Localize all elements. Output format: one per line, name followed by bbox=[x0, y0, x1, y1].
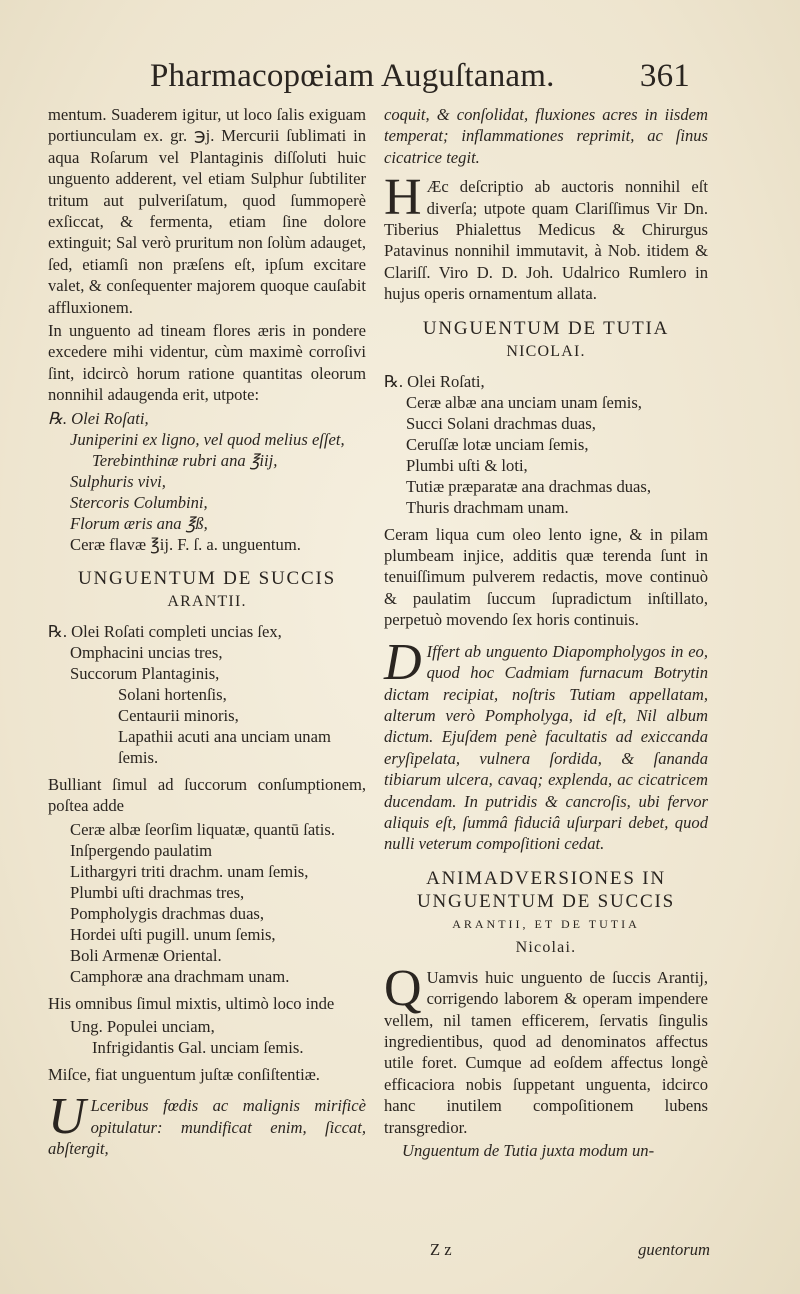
recipe-line: Solani hortenſis, bbox=[118, 684, 227, 704]
recipe-line: Juniperini ex ligno, vel quod melius eſſet, bbox=[70, 429, 345, 449]
section-heading bbox=[384, 867, 708, 959]
recipe-line: Florum æris ana ℥ß, bbox=[70, 513, 208, 533]
running-header bbox=[150, 58, 690, 100]
recipe-line: Omphacini uncias tres, bbox=[70, 642, 223, 662]
paragraph: coquit, & conſolidat, fluxiones acres in iisdem temperat; inflammationes reprimit, ac ſinus cicatrice tegit. bbox=[384, 105, 708, 167]
paragraph-text: Æc deſcriptio ab auctoris nonnihil eſt diverſa; utpote quam Clariſſimus Vir Dn. Tiberius Phialettus Medicus & Chirurgus Patavinus nonnihil immutavit, à Nob. itidem & Clariſſ. Viro D. D. Joh. Udalrico Rumlero in hujus operis ornamentum allata. bbox=[384, 177, 708, 304]
paragraph bbox=[384, 959, 708, 1138]
recipe-line: Hordei uſti pugill. unum ſemis, bbox=[70, 924, 276, 944]
recipe-line: ℞. Olei Roſati completi uncias ſex, bbox=[48, 621, 282, 641]
paragraph-text: Lceribus fœdis ac malignis mirificè opitulatur: mundificat enim, ſiccat, abſtergit, bbox=[48, 1096, 366, 1159]
heading-line: UNGUENTUM DE TUTIA bbox=[422, 317, 670, 339]
recipe-line: Thuris drachmam unam. bbox=[406, 497, 569, 517]
recipe-line: Lithargyri triti drachm. unam ſemis, bbox=[70, 861, 309, 881]
recipe-line: Boli Armenæ Oriental. bbox=[70, 945, 222, 965]
recipe-line: Inſpergendo paulatim bbox=[70, 840, 213, 860]
recipe-line: Terebinthinæ rubri ana ℥iij, bbox=[92, 450, 278, 470]
recipe-line: Infrigidantis Gal. unciam ſemis. bbox=[92, 1037, 304, 1057]
paragraph-text: Iffert ab unguento Diapompholygos in eo, quod hoc Cadmiam furnacum Botrytin dictam recipiat, noſtris Tutiam appellatam, alterum verò Pompholyga, id eſt, Nil album dictum. Ejuſdem penè facultatis ad exiccanda eryſipelata, vulnera ſordida, & ſananda tibiarum ulcera, cavaq; explenda, ac cicatricem ducendam. In putridis & cancroſis, ubi fervor aliquis eſt, ſummâ fiduciâ uſurpari debet, quod nulli veterum compoſitioni cedat. bbox=[384, 641, 708, 854]
heading-subline: ARANTII, ET DE TUTIA bbox=[452, 916, 640, 931]
recipe bbox=[48, 408, 366, 555]
heading-subline: ARANTII. bbox=[167, 592, 247, 610]
recipe-line: Ceræ albæ ſeorſim liquatæ, quantū ſatis. bbox=[70, 819, 336, 839]
catchword: guentorum bbox=[638, 1240, 710, 1259]
recipe bbox=[48, 621, 366, 768]
recipe bbox=[48, 1016, 366, 1058]
section-heading bbox=[384, 317, 708, 363]
recipe-line: Centaurii minoris, bbox=[118, 705, 239, 725]
recipe-line: ℞. Olei Roſati, bbox=[384, 371, 485, 391]
paragraph: His omnibus ſimul mixtis, ultimò loco inde bbox=[48, 993, 335, 1013]
left-column bbox=[48, 104, 366, 1162]
recipe-line: Ceræ flavæ ℥ij. F. ſ. a. unguentum. bbox=[70, 534, 301, 554]
running-title: Pharmacopœiam Auguſtanam. bbox=[150, 58, 555, 94]
paragraph: In unguento ad tineam flores æris in pondere excedere mihi videntur, cùm maximè corroſivi ſint, idcircò horum ratione quantitas oleorum nonnihil adaugenda erit, utpote: bbox=[48, 321, 366, 405]
heading-subline: Nicolai. bbox=[515, 938, 577, 956]
paragraph: Miſce, fiat unguentum juſtæ conſiſtentiæ. bbox=[48, 1064, 320, 1084]
heading-line: UNGUENTUM DE SUCCIS bbox=[78, 567, 336, 589]
paragraph: Bulliant ſimul ad ſuccorum conſumptionem, poſtea adde bbox=[48, 774, 366, 816]
signature-mark: Z z bbox=[430, 1240, 452, 1259]
recipe-line: Ceræ albæ ana unciam unam ſemis, bbox=[406, 392, 642, 412]
paragraph: Ceram liqua cum oleo lento igne, & in pilam plumbeam injice, additis quæ terenda ſunt in tenuiſſimum pulverem redactis, move continuò & paulatim ſuccum ſupradictum inſtillato, perpetuò movendo ſex horis continuis. bbox=[384, 524, 708, 630]
recipe-line: Succi Solani drachmas duas, bbox=[406, 413, 596, 433]
heading-subline: NICOLAI. bbox=[506, 342, 586, 360]
drop-capital: D bbox=[384, 633, 422, 691]
page-footer bbox=[430, 1240, 710, 1264]
recipe-line: Plumbi uſti & loti, bbox=[406, 455, 528, 475]
drop-capital: Q bbox=[384, 959, 422, 1017]
recipe-line: ℞. Olei Roſati, bbox=[48, 408, 149, 428]
paragraph bbox=[48, 1088, 366, 1159]
paragraph bbox=[384, 169, 708, 304]
heading-line: UNGUENTUM DE SUCCIS bbox=[417, 890, 675, 912]
recipe-line: Succorum Plantaginis, bbox=[70, 663, 220, 683]
recipe-line: Sulphuris vivi, bbox=[70, 471, 166, 491]
recipe bbox=[48, 819, 366, 987]
recipe-line: Pompholygis drachmas duas, bbox=[70, 903, 265, 923]
paragraph: mentum. Suaderem igitur, ut loco ſalis exiguam portiunculam ex. gr. ℈j. Mercurii ſublimati in aqua Roſarum vel Plantaginis diſſoluti huic unguento adderent, vel etiam Sulphur ſubtiliter tritum aut pulveriſatum, quod ſummoperè exſiccat, & fermenta, etiam ſine dolore extinguit; Sal verò pruritum non ſolùm adauget, ſed, etiamſi non præſens eſt, ipſum excitare valet, & conſequenter majorem quoque cauſabit affluxionem. bbox=[48, 105, 366, 317]
recipe-line: Ceruſſæ lotæ unciam ſemis, bbox=[406, 434, 589, 454]
page-number: 361 bbox=[639, 58, 690, 94]
section-heading bbox=[48, 567, 366, 613]
recipe-line: Camphoræ ana drachmam unam. bbox=[70, 966, 290, 986]
paragraph bbox=[384, 633, 708, 855]
recipe-line: Tutiæ præparatæ ana drachmas duas, bbox=[406, 476, 652, 496]
right-column bbox=[384, 104, 708, 1163]
recipe-line: Plumbi uſti drachmas tres, bbox=[70, 882, 245, 902]
drop-capital: U bbox=[48, 1088, 86, 1146]
drop-capital: H bbox=[384, 169, 422, 227]
recipe-line: Ung. Populei unciam, bbox=[70, 1016, 215, 1036]
recipe bbox=[384, 371, 708, 518]
recipe-line: Lapathii acuti ana unciam unam ſemis. bbox=[118, 726, 331, 767]
heading-line: ANIMADVERSIONES IN bbox=[426, 867, 666, 889]
paragraph-text: Uamvis huic unguento de ſuccis Arantij, corrigendo laborem & operam impendere vellem, nil tamen efficerem, ſervatis ſingulis ingredientibus, quod ad denominatos affectus utile foret. Cumque ad eoſdem affectus longè efficaciora nobis ſuppetant unguenta, idcirco hanc inutilem compoſitionem lubens transgredior. bbox=[384, 967, 708, 1137]
paragraph: Unguentum de Tutia juxta modum un- bbox=[402, 1141, 655, 1160]
recipe-line: Stercoris Columbini, bbox=[70, 492, 208, 512]
